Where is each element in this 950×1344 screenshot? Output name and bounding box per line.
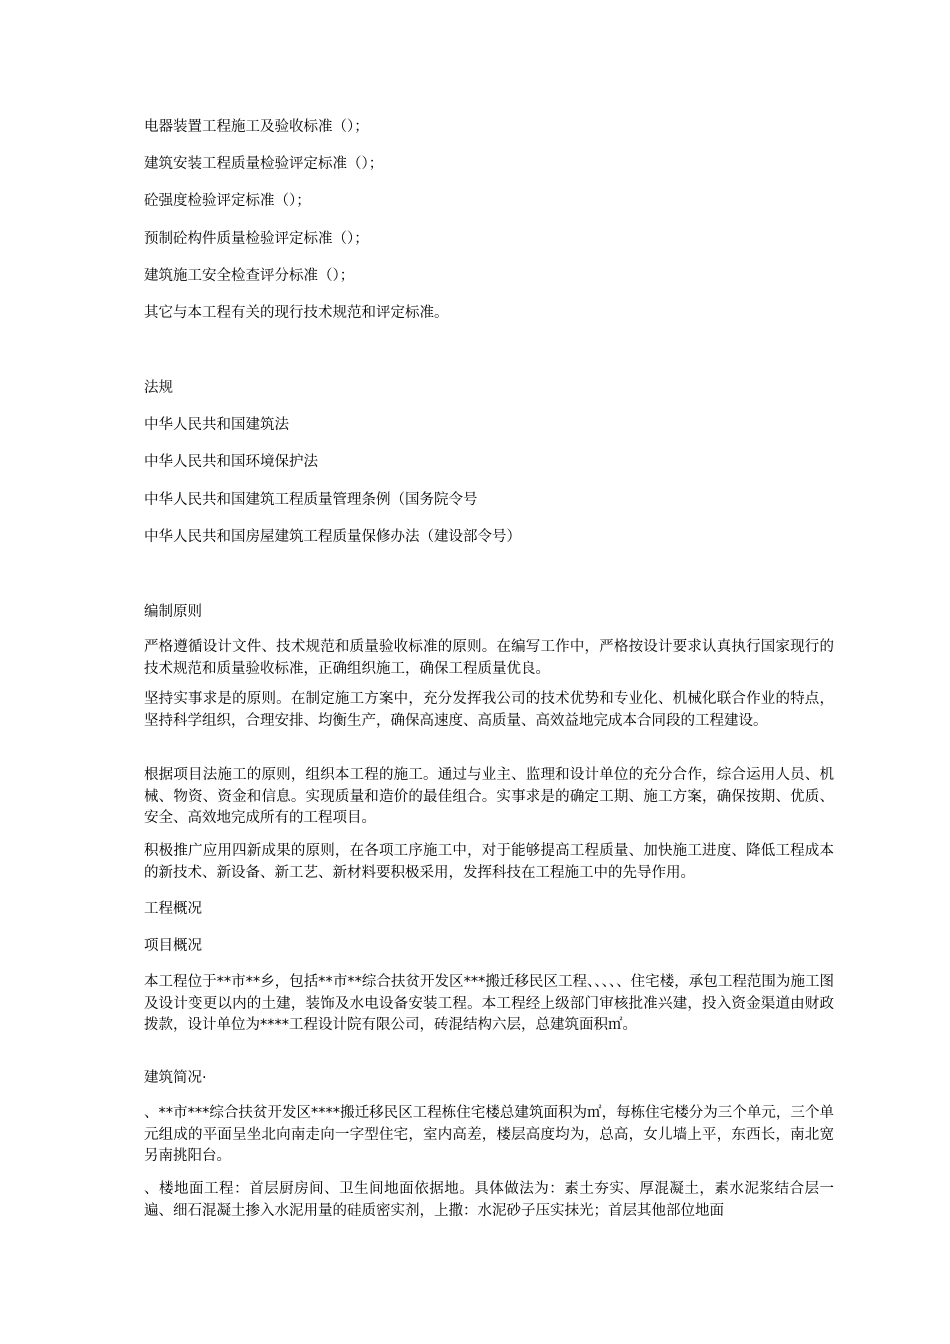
- law-item: 中华人民共和国建筑法: [144, 417, 289, 433]
- standard-item: 其它与本工程有关的现行技术规范和评定标准。: [144, 305, 449, 321]
- principle-paragraph: 严格遵循设计文件、技术规范和质量验收标准的原则。在编写工作中，严格按设计要求认真执行国家现行的技术规范和质量验收标准，正确组织施工，确保工程质量优良。: [144, 639, 834, 677]
- principle-paragraph: 根据项目法施工的原则，组织本工程的施工。通过与业主、监理和设计单位的充分合作，综合运用人员、机械、物资、资金和信息。实现质量和造价的最佳组合。实事求是的确定工期、施工方案，确保按期、优质、安全、高效地完成所有的工程项目。: [144, 767, 834, 826]
- standard-item: 砼强度检验评定标准（）；: [144, 193, 311, 209]
- law-item: 中华人民共和国房屋建筑工程质量保修办法（建设部令号）: [144, 529, 521, 545]
- law-item: 中华人民共和国建筑工程质量管理条例（国务院令号: [144, 492, 478, 508]
- standard-item: 建筑安装工程质量检验评定标准（）；: [144, 156, 384, 172]
- law-item: 中华人民共和国环境保护法: [144, 454, 318, 470]
- standard-item: 预制砼构件质量检验评定标准（）；: [144, 231, 369, 247]
- building-paragraph: 、**市***综合扶贫开发区****搬迁移民区工程栋住宅楼总建筑面积为㎡，每栋住宅楼分为三个单元，三个单元组成的平面呈坐北向南走向一字型住宅，室内高差，楼层高度均为，总高，女儿墙上平，东西长，南北宽另南挑阳台。: [144, 1105, 834, 1164]
- standard-item: 建筑施工安全检查评分标准（）；: [144, 268, 355, 284]
- laws-heading: 法规: [144, 380, 173, 396]
- project-paragraph: 本工程位于**市**乡，包括**市**综合扶贫开发区***搬迁移民区工程、、、、、住宅楼，承包工程范围为施工图及设计变更以内的土建，装饰及水电设备安装工程。本工程经上级部门审核批准兴建，投入资金渠道由财政拨款，设计单位为****工程设计院有限公司，砖混结构六层，总建筑面积㎡。: [144, 974, 834, 1033]
- standard-item: 电器装置工程施工及验收标准（）；: [144, 119, 369, 135]
- overview-heading: 工程概况: [144, 901, 202, 917]
- project-subheading: 项目概况: [144, 938, 202, 954]
- principle-paragraph: 坚持实事求是的原则。在制定施工方案中，充分发挥我公司的技术优势和专业化、机械化联合作业的特点，坚持科学组织，合理安排、均衡生产，确保高速度、高质量、高效益地完成本合同段的工程建设。: [144, 691, 834, 729]
- building-heading: 建筑简况·: [144, 1070, 207, 1086]
- principles-heading: 编制原则: [144, 604, 202, 620]
- principle-paragraph: 积极推广应用四新成果的原则，在各项工序施工中，对于能够提高工程质量、加快施工进度、降低工程成本的新技术、新设备、新工艺、新材料要积极采用，发挥科技在工程施工中的先导作用。: [144, 843, 834, 881]
- floor-paragraph: 、楼地面工程：首层厨房间、卫生间地面依据地。具体做法为：素土夯实、厚混凝土，素水泥浆结合层一遍、细石混凝土掺入水泥用量的硅质密实剂，上撒：水泥砂子压实抹光；首层其他部位地面: [144, 1181, 834, 1219]
